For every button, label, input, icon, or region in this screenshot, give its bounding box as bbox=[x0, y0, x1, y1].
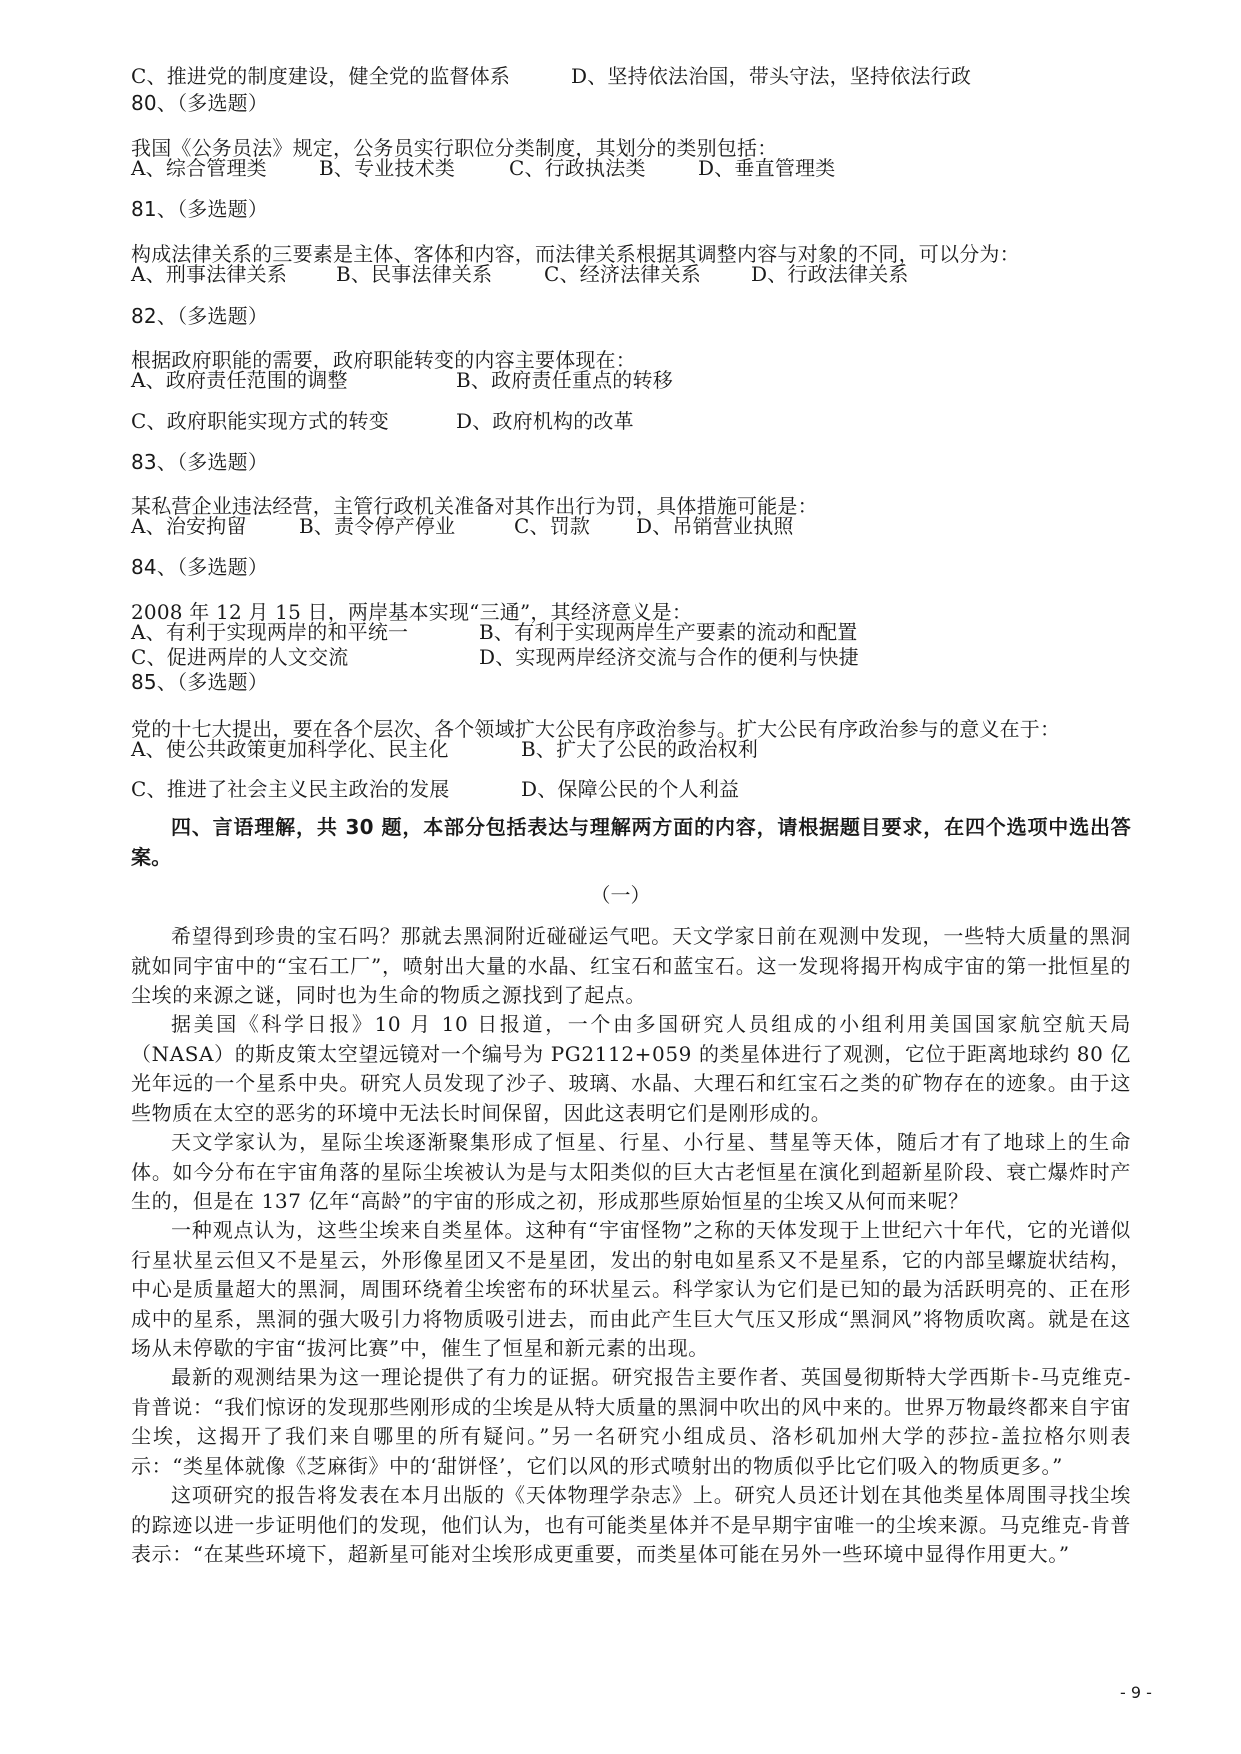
question-number: 84、 bbox=[131, 555, 178, 579]
question-number: 81、 bbox=[131, 197, 178, 221]
question-stem: 党的十七大提出，要在各个层次、各个领域扩大公民有序政治参与。扩大公民有序政治参与的意义在于： bbox=[131, 717, 1061, 741]
question-header bbox=[131, 670, 268, 694]
question-stem: 我国《公务员法》规定，公务员实行职位分类制度，其划分的类别包括： bbox=[131, 136, 778, 160]
options-row bbox=[131, 156, 836, 180]
options-row bbox=[131, 262, 909, 286]
passage-paragraph: 最新的观测结果为这一理论提供了有力的证据。研究报告主要作者、英国曼彻斯特大学西斯卡-马克维克-肯普说：“我们惊讶的发现那些刚形成的尘埃是从特大质量的黑洞中吹出的风中来的。世界万物最终都来自宇宙尘埃，这揭开了我们来自哪里的所有疑问。”另一名研究小组成员、洛杉矶加州大学的莎拉-盖拉格尔则表示：“类星体就像《芝麻街》中的‘甜饼怪’，它们以风的形式喷射出的物质似乎比它们吸入的物质更多。” bbox=[131, 1365, 1131, 1478]
question-number: 82、 bbox=[131, 304, 178, 328]
question-number: 85、 bbox=[131, 670, 178, 694]
option-b: B、专业技术类 bbox=[319, 156, 456, 180]
option-d: D、实现两岸经济交流与合作的便利与快捷 bbox=[479, 645, 859, 669]
question-stem: 某私营企业违法经营，主管行政机关准备对其作出行为罚，具体措施可能是： bbox=[131, 494, 818, 518]
options-row bbox=[131, 620, 858, 644]
passage-paragraph: 希望得到珍贵的宝石吗？那就去黑洞附近碰碰运气吧。天文学家日前在观测中发现，一些特大质量的黑洞就如同宇宙中的“宝石工厂”，喷射出大量的水晶、红宝石和蓝宝石。这一发现将揭开构成宇宙的第一批恒星的尘埃的来源之谜，同时也为生命的物质之源找到了起点。 bbox=[131, 924, 1131, 1007]
option-a: A、有利于实现两岸的和平统一 bbox=[131, 620, 409, 644]
options-row bbox=[131, 645, 859, 669]
option-d: D、垂直管理类 bbox=[698, 156, 836, 180]
question-header bbox=[131, 197, 268, 221]
option-b: B、责令停产停业 bbox=[299, 514, 456, 538]
question-header bbox=[131, 91, 268, 115]
question-type: （多选题） bbox=[177, 91, 269, 115]
option-a: A、刑事法律关系 bbox=[131, 262, 288, 286]
passage-paragraph: 据美国《科学日报》10 月 10 日报道，一个由多国研究人员组成的小组利用美国国家航空航天局（NASA）的斯皮策太空望远镜对一个编号为 PG2112+059 的类星体进行了观测，它位于距离地球约 80 亿光年远的一个星系中央。研究人员发现了沙子、玻璃、水晶、大理石和红宝石之类的矿物存在的迹象。由于这些物质在太空的恶劣的环境中无法长时间保留，因此这表明它们是刚形成的。 bbox=[131, 1012, 1131, 1125]
option-c: C、促进两岸的人文交流 bbox=[131, 645, 349, 669]
option-d: D、行政法律关系 bbox=[751, 262, 909, 286]
option-a: A、使公共政策更加科学化、民主化 bbox=[131, 737, 449, 761]
question-type: （多选题） bbox=[177, 197, 269, 221]
question-number: 83、 bbox=[131, 450, 178, 474]
q79-option-d: D、坚持依法治国，带头守法，坚持依法行政 bbox=[571, 64, 972, 88]
option-c: C、行政执法类 bbox=[509, 156, 646, 180]
option-b: B、政府责任重点的转移 bbox=[456, 368, 673, 392]
passage-paragraph: 这项研究的报告将发表在本月出版的《天体物理学杂志》上。研究人员还计划在其他类星体周围寻找尘埃的踪迹以进一步证明他们的发现，他们认为，也有可能类星体并不是早期宇宙唯一的尘埃来源。马克维克-肯普表示：“在某些环境下，超新星可能对尘埃形成更重要，而类星体可能在另外一些环境中显得作用更大。” bbox=[131, 1483, 1131, 1566]
passage-subheading: （一） bbox=[590, 883, 651, 907]
options-row bbox=[131, 368, 673, 392]
options-row bbox=[131, 514, 794, 538]
options-row bbox=[131, 737, 759, 761]
q79-option-c: C、推进党的制度建设，健全党的监督体系 bbox=[131, 64, 511, 88]
question-header bbox=[131, 304, 268, 328]
option-a: A、综合管理类 bbox=[131, 156, 267, 180]
question-stem: 2008 年 12 月 15 日，两岸基本实现“三通”，其经济意义是： bbox=[131, 600, 693, 624]
option-d: D、吊销营业执照 bbox=[636, 514, 794, 538]
option-a: A、政府责任范围的调整 bbox=[131, 368, 348, 392]
option-b: B、扩大了公民的政治权利 bbox=[521, 737, 759, 761]
question-header bbox=[131, 450, 268, 474]
option-c: C、罚款 bbox=[514, 514, 591, 538]
question-type: （多选题） bbox=[177, 555, 269, 579]
question-type: （多选题） bbox=[177, 450, 269, 474]
page-number: - 9 - bbox=[1120, 1683, 1152, 1702]
question-number: 80、 bbox=[131, 91, 178, 115]
question-header bbox=[131, 555, 268, 579]
option-d: D、保障公民的个人利益 bbox=[521, 777, 740, 801]
question-type: （多选题） bbox=[177, 304, 269, 328]
option-c: C、政府职能实现方式的转变 bbox=[131, 409, 389, 433]
option-a: A、治安拘留 bbox=[131, 514, 247, 538]
question-type: （多选题） bbox=[177, 670, 269, 694]
option-b: B、民事法律关系 bbox=[336, 262, 493, 286]
options-row bbox=[131, 409, 634, 433]
options-row bbox=[131, 777, 740, 801]
question-stem: 构成法律关系的三要素是主体、客体和内容，而法律关系根据其调整内容与对象的不同，可以分为： bbox=[131, 242, 1020, 266]
passage-paragraph: 天文学家认为，星际尘埃逐渐聚集形成了恒星、行星、小行星、彗星等天体，随后才有了地球上的生命体。如今分布在宇宙角落的星际尘埃被认为是与太阳类似的巨大古老恒星在演化到超新星阶段、衰亡爆炸时产生的，但是在 137 亿年“高龄”的宇宙的形成之初，形成那些原始恒星的尘埃又从何而来呢？ bbox=[131, 1130, 1131, 1213]
q79-options-row bbox=[131, 64, 972, 88]
option-d: D、政府机构的改革 bbox=[456, 409, 634, 433]
question-stem: 根据政府职能的需要，政府职能转变的内容主要体现在： bbox=[131, 348, 636, 372]
option-c: C、经济法律关系 bbox=[544, 262, 701, 286]
option-c: C、推进了社会主义民主政治的发展 bbox=[131, 777, 450, 801]
passage-paragraph: 一种观点认为，这些尘埃来自类星体。这种有“宇宙怪物”之称的天体发现于上世纪六十年代，它的光谱似行星状星云但又不是星云，外形像星团又不是星团，发出的射电如星系又不是星系，它的内部呈螺旋状结构，中心是质量超大的黑洞，周围环绕着尘埃密布的环状星云。科学家认为它们是已知的最为活跃明亮的、正在形成中的星系，黑洞的强大吸引力将物质吸引进去，而由此产生巨大气压又形成“黑洞风”将物质吹离。就是在这场从未停歇的宇宙“拔河比赛”中，催生了恒星和新元素的出现。 bbox=[131, 1218, 1131, 1360]
option-b: B、有利于实现两岸生产要素的流动和配置 bbox=[479, 620, 858, 644]
section-heading: 四、言语理解，共 30 题，本部分包括表达与理解两方面的内容，请根据题目要求，在四个选项中选出答案。 bbox=[131, 815, 1131, 869]
